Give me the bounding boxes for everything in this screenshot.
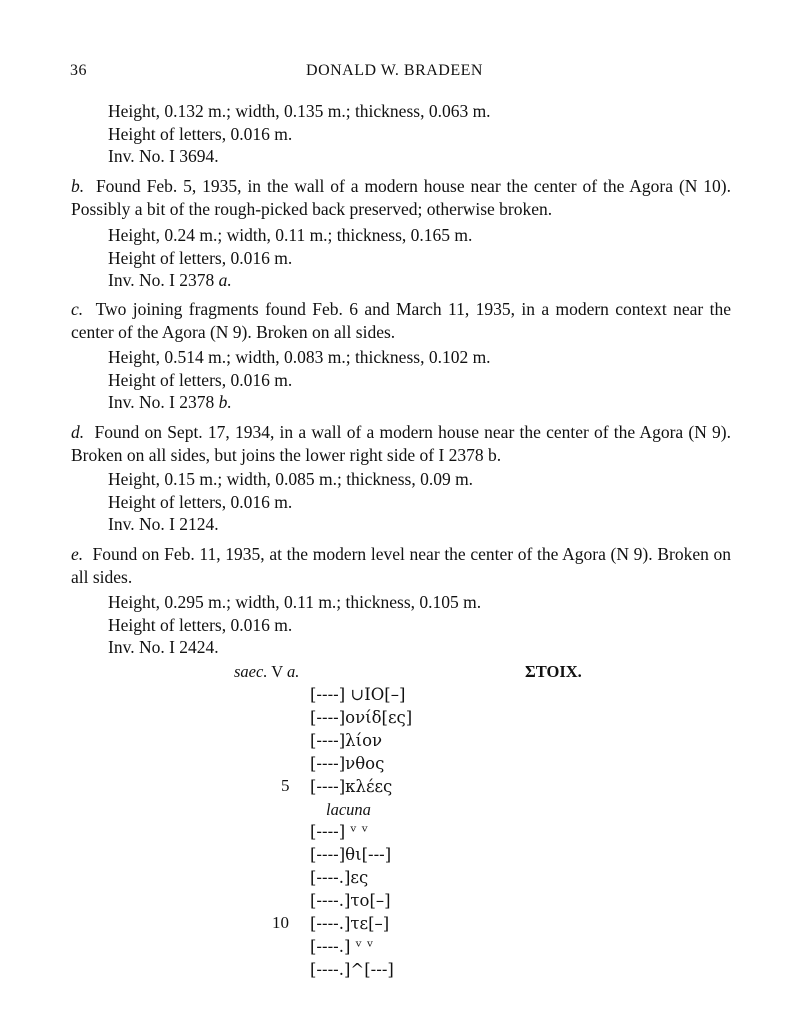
fragment-c-description (71, 298, 731, 344)
inscription-line: [----.]το[–] (310, 891, 391, 910)
fragment-letter: c. (71, 299, 84, 319)
inscription-date: saec. V a. (234, 662, 300, 681)
fragment-text: Found on Feb. 11, 1935, at the modern level near the center of the Agora (N 9). Broken on all sides. (71, 544, 732, 587)
dimensions: Height, 0.295 m.; width, 0.11 m.; thickness, 0.105 m. (108, 592, 482, 612)
inscription-line: [----] ∪ΙΟ[–] (310, 685, 406, 704)
top-inventory: Inv. No. I 3694. (108, 146, 219, 166)
fragment-text: Found on Sept. 17, 1934, in a wall of a modern house near the center of the Agora (N 9). Broken on all sides, but joins the lower right side of I 2378 b. (71, 422, 732, 465)
inventory-number: Inv. No. I 2378 a. (108, 270, 232, 290)
inscription-line: [----.]τε[–] (310, 914, 390, 933)
inscription-line: [----]λίον (310, 731, 383, 750)
fragment-letter: b. (71, 176, 85, 196)
fragment-e-description (71, 543, 731, 589)
stoichedon-label: ΣTOIX. (525, 662, 582, 681)
fragment-d-description (71, 421, 731, 467)
fragment-e-measurements (108, 591, 481, 659)
top-dimensions: Height, 0.132 m.; width, 0.135 m.; thickness, 0.063 m. (108, 101, 491, 121)
inscription-line: [----]κλέες (310, 777, 393, 796)
dimensions: Height, 0.24 m.; width, 0.11 m.; thickness, 0.165 m. (108, 225, 473, 245)
fragment-text: Two joining fragments found Feb. 6 and March 11, 1935, in a modern context near the center of the Agora (N 9). Broken on all sides. (71, 299, 732, 342)
inscription-line: [----]ονίδ[ες] (310, 708, 413, 727)
letter-height: Height of letters, 0.016 m. (108, 614, 293, 635)
inventory-number: Inv. No. I 2124. (108, 514, 219, 534)
inscription-line: [----]θι[---] (310, 845, 392, 864)
inventory-number: Inv. No. I 2378 b. (108, 392, 232, 412)
top-measurements (108, 100, 491, 168)
dimensions: Height, 0.15 m.; width, 0.085 m.; thickness, 0.09 m. (108, 469, 474, 489)
line-number: 5 (281, 776, 290, 795)
fragment-c-measurements (108, 346, 491, 414)
fragment-letter: e. (71, 544, 84, 564)
top-letter-height: Height of letters, 0.016 m. (108, 123, 293, 144)
inscription-line: [----.] ᵛ ᵛ (310, 937, 374, 956)
fragment-text: Found Feb. 5, 1935, in the wall of a modern house near the center of the Agora (N 10). Possibly a bit of the rough-picked back preserved; otherwise broken. (71, 176, 732, 219)
inscription-line: [----] ᵛ ᵛ (310, 822, 368, 841)
inscription-line: [----.]ες (310, 868, 369, 887)
dimensions: Height, 0.514 m.; width, 0.083 m.; thickness, 0.102 m. (108, 347, 491, 367)
fragment-letter: d. (71, 422, 85, 442)
page-number: 36 (70, 62, 87, 79)
fragment-b-measurements (108, 224, 472, 292)
letter-height: Height of letters, 0.016 m. (108, 491, 293, 512)
running-head: DONALD W. BRADEEN (306, 62, 483, 79)
lacuna-label: lacuna (326, 800, 371, 819)
fragment-d-measurements (108, 468, 473, 536)
inscription-line: [----]νθος (310, 754, 385, 773)
inscription-line: [----.]^[---] (310, 960, 394, 979)
inventory-number: Inv. No. I 2424. (108, 637, 219, 657)
letter-height: Height of letters, 0.016 m. (108, 247, 293, 268)
line-number: 10 (272, 913, 289, 932)
letter-height: Height of letters, 0.016 m. (108, 369, 293, 390)
fragment-b-description (71, 175, 731, 221)
